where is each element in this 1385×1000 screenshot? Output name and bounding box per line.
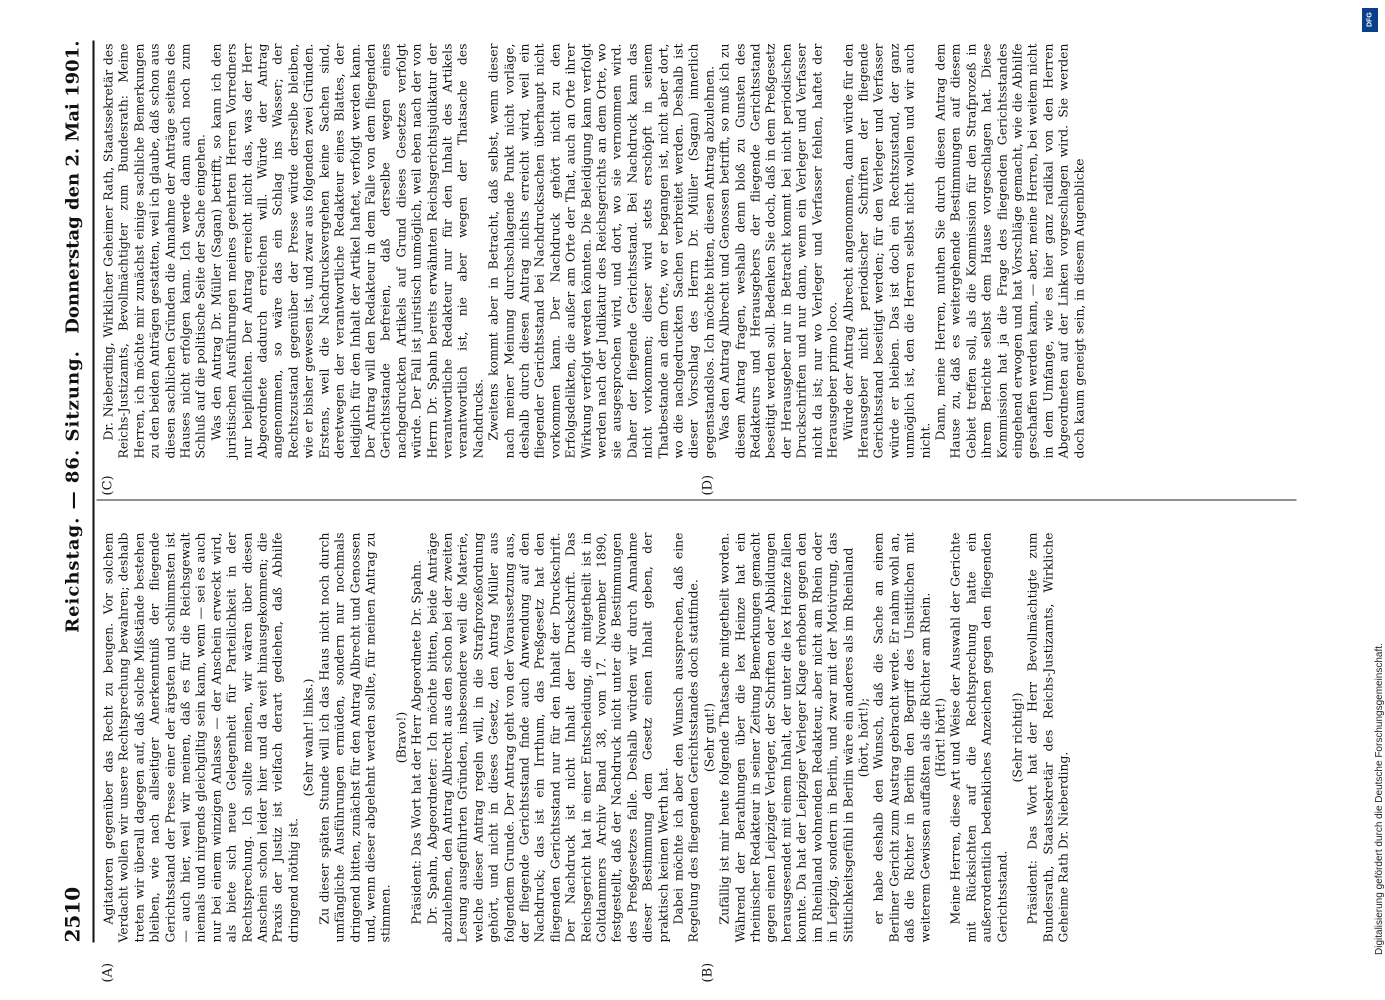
margin-mark-a: (A) xyxy=(100,962,115,982)
header-rule xyxy=(92,40,94,942)
speaker-paragraph: Präsident: Das Wort hat der Herr Bevollmächtigte zum Bundesrath, Staatssekretär des Reichs-Justizamts, Wirkliche Geheime Rath Dr. Nieberding. xyxy=(1024,532,1071,942)
paragraph: Agitatoren gegenüber das Recht zu beugen. Vor solchem Verdacht wollen wir unsere Rechtsprechung bewahren; deshalb treten wir überall dagegen auf, daß solche Mißstände bestehen bleiben, wie nach allseitiger Anerkenntniß der fliegende Gerichtsstand der Presse einer der ärgsten und schlimmsten ist — auch hier, weil wir meinen, daß es für die Reichsgewalt niemals und nirgends gleichgiltig sein kann, wenn — sei es auch nur bei einem winzigen Anlasse — der Anschein erweckt wird, als biete sich neue Gelegenheit für Parteilichkeit in der Rechtsprechung. Ich sollte meinen, wir wären über diesen Anschein schon leider hier und da weit hinausgekommen; die Praxis der Justiz ist vielfach derart gediehen, daß Abhilfe dringend nöthig ist. xyxy=(100,532,300,942)
left-column xyxy=(100,532,1071,942)
paragraph: Was den Antrag Albrecht und Genossen betrifft, so muß ich zu diesem Antrag fragen, weshalb denn bloß zu Gunsten des Redakteurs und Herausgebers der fliegende Gerichtsstand beseitigt werden soll. Bedenken Sie doch, daß in dem Preßgesetz der Herausgeber nur in Betracht kommt bei nicht periodischen Druckschriften und nur dann, wenn ein Verleger und Verfasser nicht da ist; nur wo Verleger und Verfasser fehlen, haftet der Herausgeber primo loco. xyxy=(716,43,840,458)
interjection: (Sehr gut!) xyxy=(700,702,716,772)
interjection: (Sehr wahr! links.) xyxy=(300,678,316,796)
interjection: (hört, hört!); xyxy=(854,697,870,777)
paragraph: Zu dieser späten Stunde will ich das Haus nicht noch durch umfängliche Ausführungen ermüden, sondern nur nochmals dringend bitten, zunächst für den Antrag Albrecht und Genossen und, wenn dieser abgelehnt werden sollte, für meinen Antrag zu stimmen. xyxy=(315,532,393,942)
dfg-logo: DFG xyxy=(1362,8,1378,32)
page-number: 2510 xyxy=(60,886,84,942)
interjection: (Hört! hört!) xyxy=(931,697,947,777)
paragraph: er habe deshalb den Wunsch, daß die Sache an einem Berliner Gericht zum Austrag gebracht werde. Er nahm wohl an, daß die Richter in Berlin den Begriff des Unsittlichen mit weiterem Gewissen auffaßten als die Richter am Rhein. xyxy=(870,532,932,942)
paragraph: Dann, meine Herren, muthen Sie durch diesen Antrag dem Hause zu, daß es weitergehende Bestimmungen auf diesem Gebiet treffen soll, als die Kommission für den Strafprozeß in ihrem Berichte selbst dem Hause vorgeschlagen hat. Diese Kommission hat ja die Frage des fliegenden Gerichtsstandes eingehend erwogen und hat Vorschläge gemacht, wie die Abhilfe geschaffen werden kann, — aber, meine Herren, bei weitem nicht in dem Umfange, wie es hier ganz radikal von den Herren Abgeordneten auf der Linken vorgeschlagen wird. Sie werden doch kaum geneigt sein, in diesem Augenblicke xyxy=(931,43,1086,458)
interjection: (Sehr richtig!) xyxy=(1008,692,1024,782)
right-column xyxy=(100,43,1086,458)
paragraph: Was den Antrag Dr. Müller (Sagan) betrifft, so kann ich den juristischen Ausführungen meines geehrten Herren Vorredners nur beipflichten. Der Antrag erreicht nicht das, was der Herr Abgeordnete dadurch erreichen will. Würde der Antrag angenommen, so wäre das ein Schlag ins Wasser; der Rechtszustand gegenüber der Presse würde derselbe bleiben, wie er bisher gewesen ist, und zwar aus folgenden zwei Gründen. Erstens, weil die Nachdrucksvergehen keine Sachen sind, deretwegen der verantwortliche Redakteur eines Blattes, der lediglich für den Inhalt der Artikel haftet, verfolgt werden kann. Der Antrag will den Redakteur in dem Falle von dem fliegenden Gerichtsstande befreien, daß derselbe wegen eines nachgedruckten Artikels auf Grund dieses Gesetzes verfolgt würde. Der Fall ist juristisch unmöglich, weil eben nach der von Herrn Dr. Spahn bereits erwähnten Reichsgerichtsjudikatur der verantwortliche Redakteur nur für den Inhalt des Artikels verantwortlich ist, nie aber wegen der Thatsache des Nachdrucks. xyxy=(207,43,485,458)
digitization-credit: Digitalisierung gefördert durch die Deutsche Forschungsgemeinschaft. xyxy=(1374,643,1385,955)
session-date: Donnerstag den 2. Mai 1901. xyxy=(62,40,83,334)
margin-mark-c: (C) xyxy=(100,474,115,495)
paragraph: Zufällig ist mir heute folgende Thatsache mitgetheilt worden. Während der Berathungen über die lex Heinze hat ein rheinischer Redakteur in seiner Zeitung Bemerkungen gemacht gegen einen Leipziger Verleger, der Schriften oder Abbildungen herausgesendet mit einem Inhalt, der unter die lex Heinze fallen konnte. Da hat der Leipziger Verleger Klage erhoben gegen den im Rheinland wohnenden Redakteur, aber nicht am Rhein oder in Leipzig, sondern in Berlin, und zwar mit der Motivirung, das Sittlichkeitsgefühl in Berlin wäre ein anderes als im Rheinland xyxy=(716,532,855,942)
speaker-paragraph: Dr. Spahn, Abgeordneter: Ich möchte bitten, beide Anträge abzulehnen, den Antrag Albrecht aus den schon bei der zweiten Lesung ausgeführten Gründen, insbesondere weil die Materie, welche dieser Antrag regeln will, in die Strafprozeßordnung gehört, und nicht in dieses Gesetz, den Antrag Müller aus folgendem Grunde. Der Antrag geht von der Voraussetzung aus, der fliegende Gerichtsstand finde auch Anwendung auf den Nachdruck; das ist ein Irrthum, das Preßgesetz hat den fliegenden Gerichtsstand nur für den Inhalt der Druckschrift. Der Nachdruck ist nicht Inhalt der Druckschrift. Das Reichsgericht hat in einer Entscheidung, die mitgetheilt ist in Goltdammers Archiv Band 38, vom 17. November 1890, festgestellt, daß der Nachdruck nicht unter die Bestimmungen des Preßgesetzes falle. Deshalb würden wir durch Annahme dieser Bestimmung dem Gesetz einen Inhalt geben, der praktisch keinen Werth hat. xyxy=(423,532,670,942)
speaker-paragraph: Präsident: Das Wort hat der Herr Abgeordnete Dr. Spahn. xyxy=(408,559,424,924)
margin-mark-b: (B) xyxy=(700,962,715,982)
speaker-paragraph: Dr. Nieberding, Wirklicher Geheimer Rath, Staatssekretär des Reichs-Justizamts, Bevollmächtigter zum Bundesrath: Meine Herren, ich möchte mir zunächst einige sachliche Bemerkungen zu den beiden Anträgen gestatten, weil ich glaube, daß schon aus diesen sachlichen Gründen die Annahme der Anträge seitens des Hauses nicht erfolgen kann. Ich werde dann auch noch zum Schluß auf die politische Seite der Sache eingehen. xyxy=(100,43,208,458)
column-divider xyxy=(96,499,1296,500)
page-header xyxy=(60,40,90,942)
paragraph: Würde der Antrag Albrecht angenommen, dann würde für den Herausgeber nicht periodischer Schriften der fliegende Gerichtsstand beseitigt werden; für den Verleger und Verfasser würde er bleiben. Das ist doch ein Rechtszustand, der ganz unmöglich ist, den die Herren selbst nicht wollen und wir auch nicht. xyxy=(839,43,932,458)
interjection: (Bravo!) xyxy=(392,711,408,763)
margin-mark-d: (D) xyxy=(700,474,715,495)
paragraph: Zweitens kommt aber in Betracht, daß selbst, wenn dieser nach meiner Meinung durchschlagende Punkt nicht vorläge, deshalb durch diesen Antrag nichts erreicht wird, weil ein fliegender Gerichtsstand bei Nachdrucksachen überhaupt nicht vorkommen kann. Der Nachdruck gehört nicht zu den Erfolgsdelikten, die außer am Orte der That, auch an Orte ihrer Wirkung verfolgt werden könnten. Die Beleidigung kann verfolgt werden nach der Judikatur des Reichsgerichts an dem Orte, wo sie ausgesprochen wird, und dort, wo sie vernommen wird. Daher der fliegende Gerichtsstand. Bei Nachdruck kann das nicht vorkommen; dieser wird stets erschöpft in seinem Thatbestande an dem Orte, wo er begangen ist, nicht aber dort, wo die nachgedruckten Sachen verbreitet werden. Deshalb ist dieser Vorschlag des Herrn Dr. Müller (Sagan) innerlich gegenstandslos. Ich möchte bitten, diesen Antrag abzulehnen. xyxy=(485,43,716,458)
paragraph: Meine Herren, diese Art und Weise der Auswahl der Gerichte mit Rücksichten auf die Rechtsprechung hatte ein außerordentlich bedenkliches Anzeichen gegen den fliegenden Gerichtsstand. xyxy=(947,532,1009,942)
session-title: Reichstag. — 86. Sitzung. xyxy=(62,349,83,633)
paragraph: Dabei möchte ich aber den Wunsch aussprechen, daß eine Regelung des fliegenden Gerichtsstandes doch stattfinde. xyxy=(670,532,701,942)
